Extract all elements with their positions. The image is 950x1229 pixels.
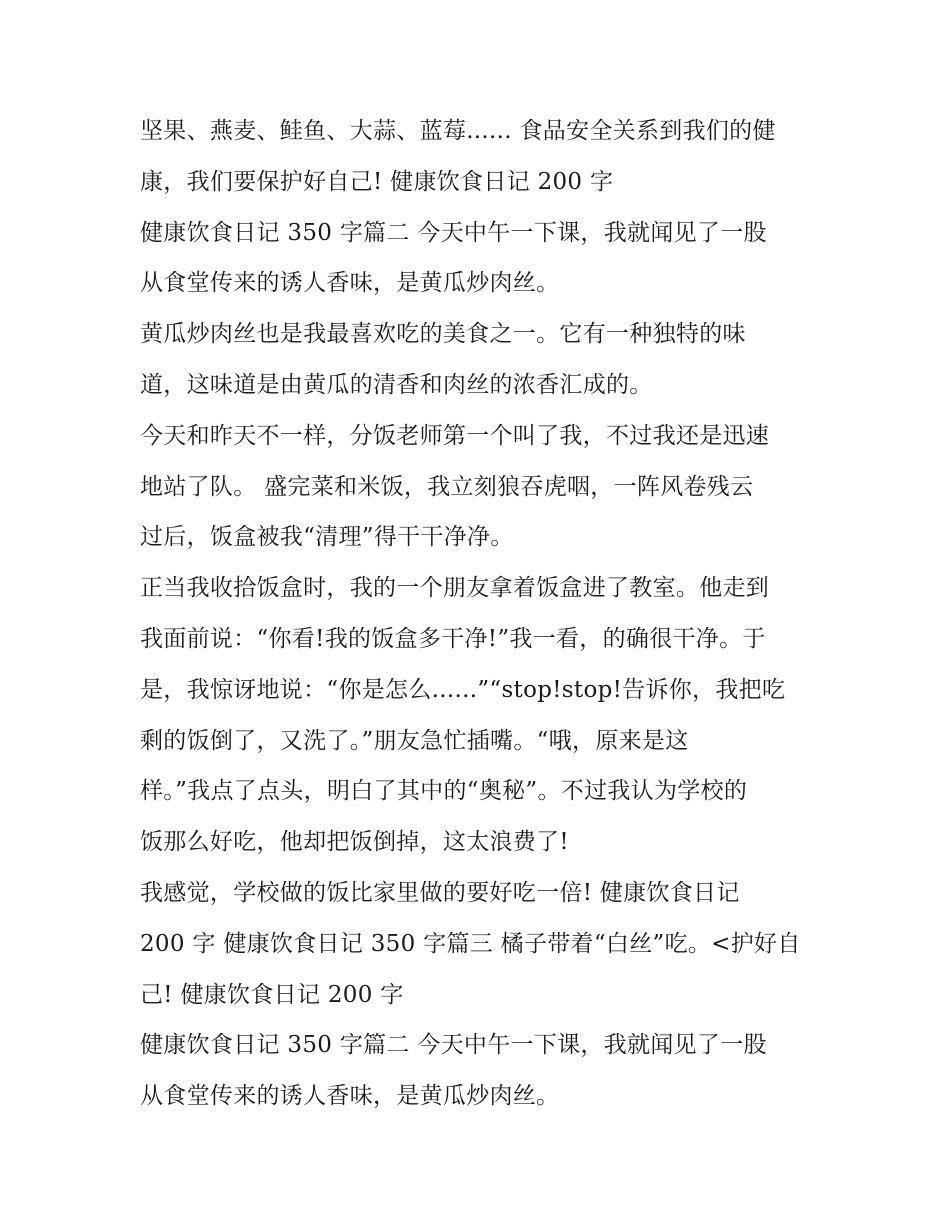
text-line: 地站了队。 盛完菜和米饭，我立刻狼吞虎咽，一阵风卷残云	[140, 473, 754, 500]
text-line: 康，我们要保护好自己! 健康饮食日记 200 字	[140, 168, 614, 195]
text-line: 正当我收拾饭盒时，我的一个朋友拿着饭盒进了教室。他走到	[140, 575, 770, 602]
text-line: 今天和昨天不一样，分饭老师第一个叫了我，不过我还是迅速	[140, 422, 770, 449]
document-body	[140, 106, 820, 1122]
text-line: 剩的饭倒了，又洗了。”朋友急忙插嘴。“哦，原来是这	[140, 727, 689, 754]
paragraph-section-two-heading	[140, 208, 820, 310]
paragraph-conclusion	[140, 868, 820, 1020]
text-line: 黄瓜炒肉丝也是我最喜欢吃的美食之一。它有一种独特的味	[140, 321, 746, 348]
text-line: 我感觉，学校做的饭比家里做的要好吃一倍! 健康饮食日记	[140, 879, 740, 906]
text-line: 己! 健康饮食日记 200 字	[140, 981, 404, 1008]
text-line: 过后，饭盒被我“清理”得干干净净。	[140, 524, 514, 551]
text-line: 200 字 健康饮食日记 350 字篇三 橘子带着“白丝”吃。<护好自	[140, 930, 801, 957]
text-line: 是，我惊讶地说：“你是怎么......”“stop!stop!告诉你，我把吃	[140, 676, 786, 703]
text-line: 样。”我点了点头，明白了其中的“奥秘”。不过我认为学校的	[140, 778, 748, 805]
paragraph-intro	[140, 106, 820, 208]
text-line: 从食堂传来的诱人香味，是黄瓜炒肉丝。	[140, 1083, 560, 1110]
text-line: 我面前说：“你看!我的饭盒多干净!”我一看，的确很干净。于	[140, 625, 766, 652]
text-line: 饭那么好吃，他却把饭倒掉，这太浪费了!	[140, 829, 569, 856]
paragraph-section-two-repeat	[140, 1020, 820, 1122]
paragraph-friend-dialogue	[140, 563, 820, 868]
text-line: 坚果、燕麦、鲑鱼、大蒜、蓝莓...... 食品安全关系到我们的健	[140, 118, 776, 144]
paragraph-favorite-dish	[140, 309, 820, 411]
text-line: 健康饮食日记 350 字篇二 今天中午一下课，我就闻见了一股	[140, 219, 767, 246]
paragraph-lunch-queue	[140, 411, 820, 563]
text-line: 从食堂传来的诱人香味，是黄瓜炒肉丝。	[140, 270, 560, 297]
text-line: 道，这味道是由黄瓜的清香和肉丝的浓香汇成的。	[140, 371, 653, 398]
text-line: 健康饮食日记 350 字篇二 今天中午一下课，我就闻见了一股	[140, 1032, 767, 1059]
